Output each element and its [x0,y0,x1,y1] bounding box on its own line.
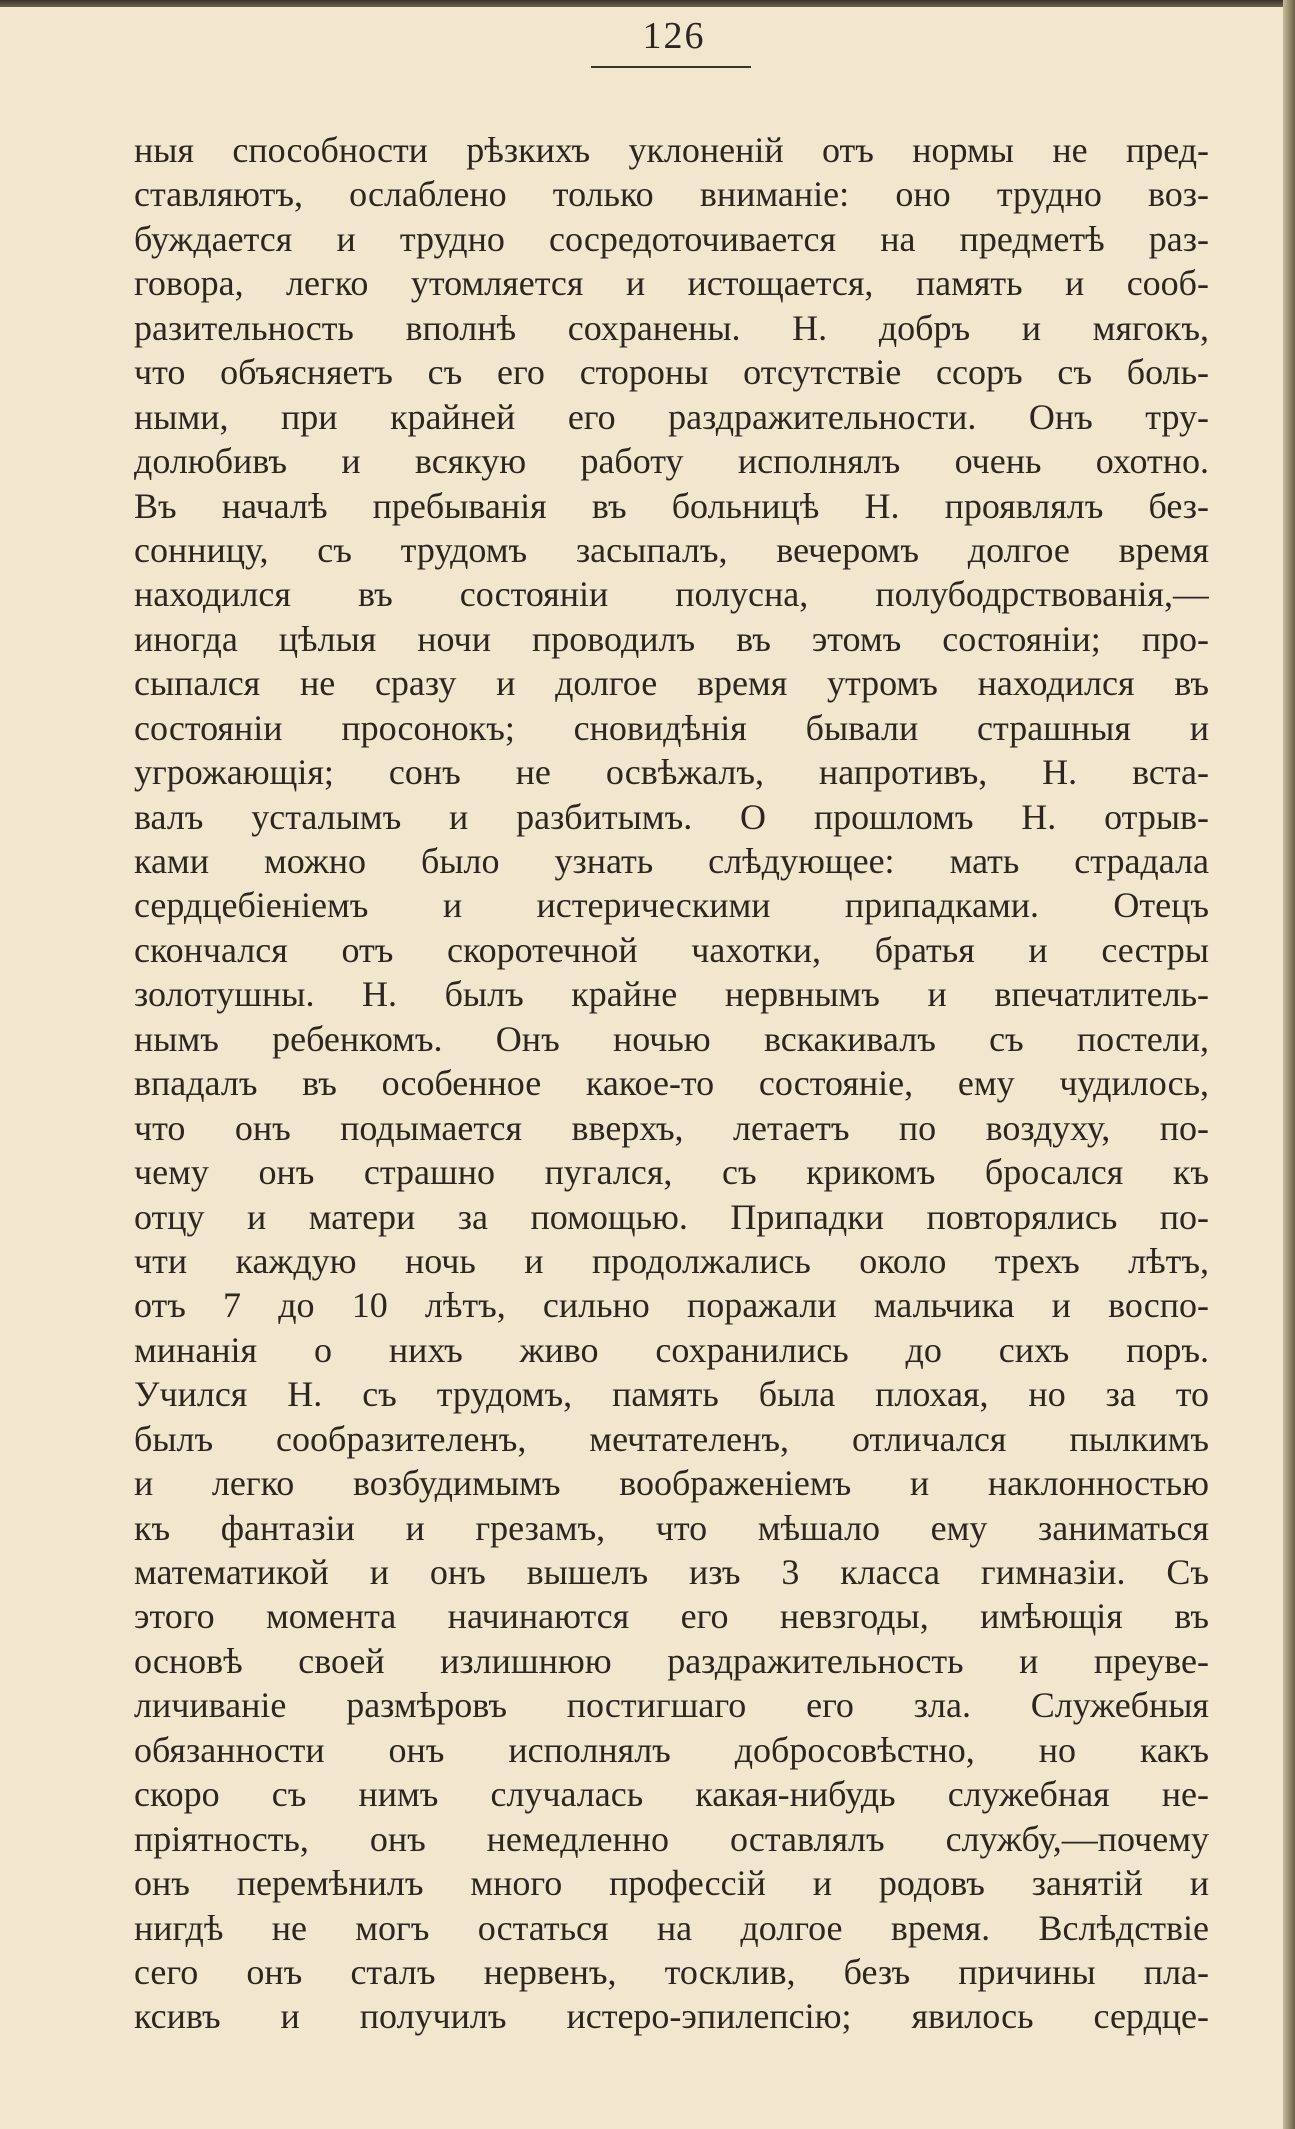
page-number: 126 [642,15,706,57]
text-line: минанія о нихъ живо сохранились до сихъ поръ. [134,1329,1209,1370]
text-line: обязанности онъ исполнялъ добросовѣстно, но какъ [134,1729,1209,1770]
text-line: впадалъ въ особенное какое-то состояніе, ему чудилось, [134,1063,1209,1104]
text-line: отъ 7 до 10 лѣтъ, сильно поражали мальчика и воспо- [134,1285,1209,1326]
text-line: ксивъ и получилъ истеро-эпилепсію; явилось сердце- [134,1996,1209,2037]
text-line: чему онъ страшно пугался, съ крикомъ бросался къ [134,1152,1209,1193]
text-line: онъ перемѣнилъ много профессій и родовъ занятій и [134,1863,1209,1904]
text-line: отцу и матери за помощью. Припадки повторялись по- [134,1196,1209,1237]
text-line: былъ сообразителенъ, мечтателенъ, отличался пылкимъ [134,1418,1209,1459]
text-line: пріятность, онъ немедленно оставлялъ службу,—почему [134,1818,1209,1859]
text-line: разительность вполнѣ сохранены. Н. добръ и мягокъ, [134,307,1209,348]
text-line: личиваніе размѣровъ постигшаго его зла. Служебныя [134,1685,1209,1726]
text-line: скоро съ нимъ случалась какая-нибудь служебная не- [134,1774,1209,1815]
page-right-edge [1283,0,1295,2129]
text-line: долюбивъ и всякую работу исполнялъ очень охотно. [134,441,1209,482]
text-line: ными, при крайней его раздражительности. Онъ тру- [134,396,1209,437]
text-line: сонницу, съ трудомъ засыпалъ, вечеромъ долгое время [134,529,1209,570]
text-line: къ фантазіи и грезамъ, что мѣшало ему заниматься [134,1507,1209,1548]
text-line: чти каждую ночь и продолжались около трехъ лѣтъ, [134,1240,1209,1281]
text-line: ставляютъ, ослаблено только вниманіе: оно трудно воз- [134,174,1209,215]
page-top-edge [0,0,1295,7]
text-line: сего онъ сталъ нервенъ, тосклив, безъ причины пла- [134,1951,1209,1992]
text-line: иногда цѣлыя ночи проводилъ въ этомъ состояніи; про- [134,618,1209,659]
text-line: основѣ своей излишнюю раздражительность и преуве- [134,1640,1209,1681]
text-line: Учился Н. съ трудомъ, память была плохая, но за то [134,1374,1209,1415]
text-line: скончался отъ скоротечной чахотки, братья и сестры [134,929,1209,970]
body-text [134,128,1209,2039]
text-line: нымъ ребенкомъ. Онъ ночью вскакивалъ съ постели, [134,1018,1209,1059]
text-line: и легко возбудимымъ воображеніемъ и наклонностью [134,1463,1209,1504]
text-line: ныя способности рѣзкихъ уклоненій отъ нормы не пред- [134,130,1209,170]
text-line: математикой и онъ вышелъ изъ 3 класса гимназіи. Съ [134,1552,1209,1592]
text-line: состояніи просонокъ; сновидѣнія бывали страшныя и [134,707,1209,748]
text-line: что онъ подымается вверхъ, летаетъ по воздуху, по- [134,1107,1209,1148]
text-line: сердцебіеніемъ и истерическими припадками. Отецъ [134,885,1209,926]
text-line: Въ началѣ пребыванія въ больницѣ Н. проявлялъ без- [134,485,1209,526]
text-line: этого момента начинаются его невзгоды, имѣющія въ [134,1596,1209,1637]
text-line: ками можно было узнать слѣдующее: мать страдала [134,841,1209,881]
text-line: нигдѣ не могъ остаться на долгое время. Вслѣдствіе [134,1907,1209,1948]
text-line: что объясняетъ съ его стороны отсутствіе ссоръ съ боль- [134,352,1209,393]
text-line: говора, легко утомляется и истощается, память и сооб- [134,263,1209,304]
text-line: валъ усталымъ и разбитымъ. О прошломъ Н. отрыв- [134,796,1209,837]
text-line: буждается и трудно сосредоточивается на предметѣ раз- [134,218,1209,259]
page-number-rule [591,66,751,68]
text-line: сыпался не сразу и долгое время утромъ находился въ [134,663,1209,704]
text-line: находился въ состояніи полусна, полубодрствованія,— [134,574,1209,615]
text-line: угрожающія; сонъ не освѣжалъ, напротивъ, Н. вста- [134,752,1209,793]
text-line: золотушны. Н. былъ крайне нервнымъ и впечатлитель- [134,974,1209,1015]
